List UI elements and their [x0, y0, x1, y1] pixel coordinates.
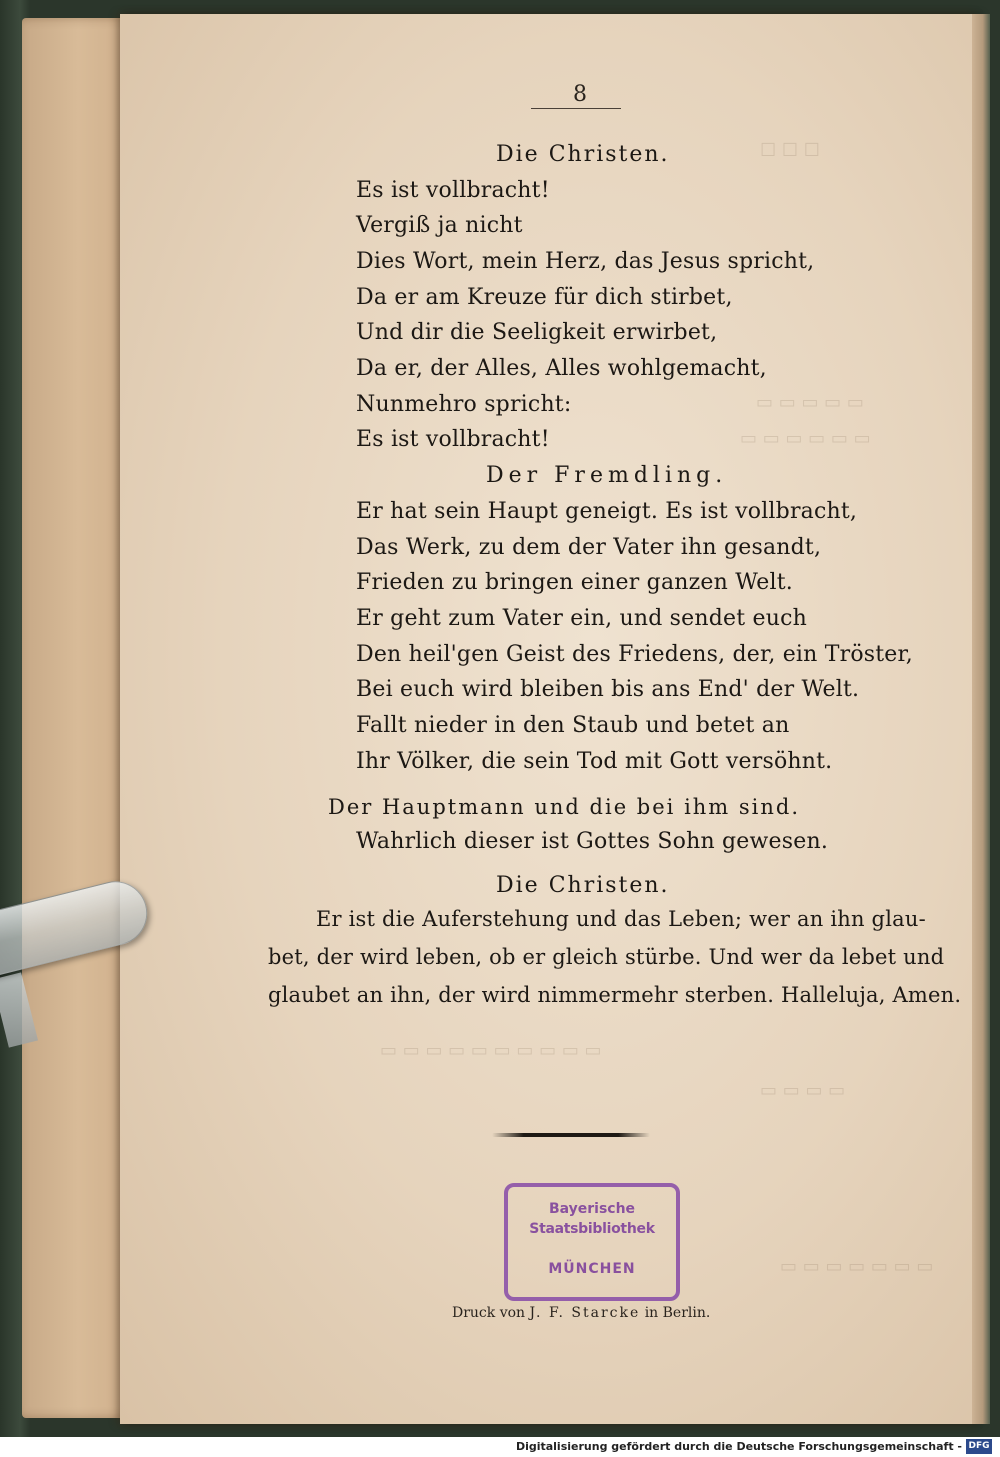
show-through-text: ▭ ▭ ▭ ▭	[760, 1080, 846, 1101]
library-stamp	[504, 1183, 680, 1301]
closing-rule	[492, 1133, 650, 1137]
verse-line: Das Werk, zu dem der Vater ihn gesandt,	[356, 535, 822, 560]
verse-line: Vergiß ja nicht	[356, 213, 523, 238]
printer-name: J. F. Starcke	[529, 1305, 641, 1321]
verse-line: Da er, der Alles, Alles wohlgemacht,	[356, 356, 767, 381]
footer-credit: Digitalisierung gefördert durch die Deutsche Forschungsgemeinschaft -	[515, 1440, 962, 1453]
verse-line: Fallt nieder in den Staub und betet an	[356, 713, 790, 738]
verse-line: Ihr Völker, die sein Tod mit Gott versöhnt.	[356, 749, 833, 774]
verse-line: Dies Wort, mein Herz, das Jesus spricht,	[356, 249, 815, 274]
digitization-footer	[0, 1437, 1000, 1457]
speaker-heading: Die Christen.	[496, 142, 670, 167]
stamp-line: Bayerische	[548, 1201, 636, 1217]
dfg-logo-icon: DFG	[966, 1439, 992, 1454]
verse-line: Bei euch wird bleiben bis ans End' der Welt.	[356, 677, 860, 702]
printer-prefix: Druck von	[452, 1305, 526, 1321]
verse-line: Er geht zum Vater ein, und sendet euch	[356, 606, 807, 631]
speaker-heading: Der Fremdling.	[486, 463, 728, 488]
prose-line: bet, der wird leben, ob er gleich stürbe. Und wer da lebet und	[268, 945, 945, 969]
verse-line: Wahrlich dieser ist Gottes Sohn gewesen.	[356, 829, 829, 854]
speaker-heading: Die Christen.	[496, 873, 670, 898]
page-right-edge	[972, 14, 990, 1424]
show-through-text: ▭ ▭ ▭ ▭ ▭ ▭ ▭ ▭ ▭ ▭	[380, 1040, 602, 1061]
verse-line: Er hat sein Haupt geneigt. Es ist vollbracht,	[356, 499, 858, 524]
verse-line: Und dir die Seeligkeit erwirbet,	[356, 320, 718, 345]
page-number-rule	[531, 108, 621, 109]
speaker-heading: Der Hauptmann und die bei ihm sind.	[328, 795, 801, 819]
stamp-line: Staatsbibliothek	[529, 1221, 655, 1237]
page-number: 8	[573, 82, 587, 107]
show-through-text: ☐ ☐ ☐	[760, 140, 820, 161]
verse-line: Frieden zu bringen einer ganzen Welt.	[356, 570, 793, 595]
verse-line: Nunmehro spricht:	[356, 392, 572, 417]
show-through-text: ▭ ▭ ▭ ▭ ▭ ▭ ▭	[780, 1256, 934, 1277]
verse-line: Es ist vollbracht!	[356, 427, 550, 452]
verse-line: Den heil'gen Geist des Friedens, der, ein Tröster,	[356, 642, 914, 667]
verse-line: Es ist vollbracht!	[356, 178, 550, 203]
stamp-line: MÜNCHEN	[548, 1261, 636, 1277]
verse-line: Da er am Kreuze für dich stirbet,	[356, 285, 733, 310]
show-through-text: ▭ ▭ ▭ ▭ ▭	[756, 392, 864, 413]
prose-line: Er ist die Auferstehung und das Leben; wer an ihn glau-	[316, 907, 926, 931]
printer-imprint	[452, 1305, 710, 1321]
printer-suffix: in Berlin.	[644, 1305, 711, 1321]
show-through-text: ▭ ▭ ▭ ▭ ▭ ▭	[740, 428, 871, 449]
prose-line: glaubet an ihn, der wird nimmermehr sterben. Halleluja, Amen.	[268, 983, 962, 1007]
